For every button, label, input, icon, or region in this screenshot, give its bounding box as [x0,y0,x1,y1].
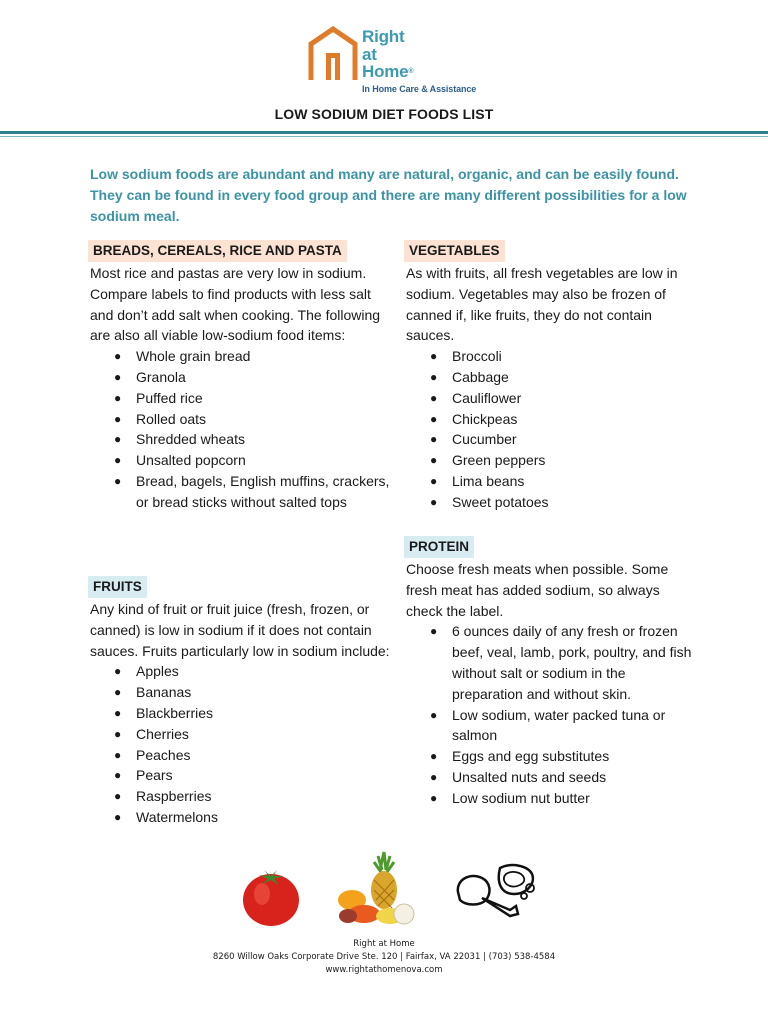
section-body-fruits: Any kind of fruit or fruit juice (fresh, frozen, or canned) is low in sodium if it does not contain sauces. Fruits particularly low in sodium include: [90,601,390,659]
section-heading-fruits: FRUITS [88,576,147,598]
list-item [426,492,696,513]
list-item-text: Lima beans [452,472,525,489]
intro-paragraph: Low sodium foods are abundant and many are natural, organic, and can be easily found. They can be found in every food group and there are many different possibilities for a low sodium meal. [90,166,687,224]
bullet-icon: ● [430,769,438,784]
list-item [110,765,390,786]
bullet-icon: ● [430,707,438,722]
list-item-text: Cabbage [452,368,509,385]
bullet-icon: ● [430,349,438,364]
section-vegetables [406,240,696,513]
list-item-text: Unsalted popcorn [136,452,246,469]
bullet-icon: ● [114,390,122,405]
section-breads [90,240,390,513]
bullet-icon: ● [430,473,438,488]
bullet-icon: ● [114,369,122,384]
list-item-text: Unsalted nuts and seeds [452,768,607,785]
protein-list [426,621,696,808]
list-item-text: Blackberries [136,704,214,721]
list-item [426,429,696,450]
list-item [110,409,390,430]
section-body-vegetables: As with fruits, all fresh vegetables are low in sodium. Vegetables may also be frozen of canned if, like fruits, they do not contain sauces. [406,265,678,344]
list-item-text: Rolled oats [136,410,207,427]
list-item [110,450,390,471]
list-item [110,724,390,745]
list-item-text: Puffed rice [136,389,203,406]
list-item [110,346,390,367]
brand-tagline: In Home Care & Assistance [362,84,477,94]
list-item [110,786,390,807]
list-item [426,450,696,471]
brand-word-3 [362,63,413,80]
list-item-text: Eggs and egg substitutes [452,748,610,765]
list-item-text: Whole grain bread [136,348,251,365]
list-item [426,705,696,747]
footer-company: Right at Home [353,939,415,949]
fruit-basket-icon [334,850,416,928]
bullet-icon: ● [114,411,122,426]
list-item-text: 6 ounces daily of any fresh or frozen beef, veal, lamb, pork, poultry, and fish without salt or sodium in the preparation and without skin. [452,623,692,702]
bullet-icon: ● [114,473,122,488]
list-item [426,388,696,409]
list-item [110,429,390,450]
list-item-text: Cucumber [452,431,517,448]
list-item-text: Low sodium nut butter [452,789,590,806]
list-item [426,367,696,388]
list-item [426,788,696,809]
list-item [426,621,696,704]
bullet-icon: ● [430,369,438,384]
list-item [426,471,696,492]
bullet-icon: ● [114,768,122,783]
bullet-icon: ● [114,349,122,364]
list-item-text: Granola [136,368,186,385]
list-item [426,767,696,788]
list-item-text: Raspberries [136,788,212,805]
bullet-icon: ● [430,453,438,468]
list-item [110,807,390,828]
bullet-icon: ● [114,809,122,824]
page-title: LOW SODIUM DIET FOODS LIST [274,106,494,122]
section-heading-breads: BREADS, CEREALS, RICE AND PASTA [88,240,347,262]
list-item [426,346,696,367]
list-item-text: Pears [136,767,173,784]
list-item [110,703,390,724]
bullet-icon: ● [430,411,438,426]
fruits-list [110,661,390,827]
brand-word-1: Right [362,27,405,46]
house-logo-icon [306,26,360,82]
bullet-icon: ● [114,705,122,720]
brand-word-3-text: Home [362,62,409,81]
meat-icon [452,862,542,920]
list-item-text: Bread, bagels, English muffins, crackers, or bread sticks without salted tops [136,472,390,510]
bullet-icon: ● [114,789,122,804]
list-item-text: Cherries [136,725,189,742]
brand-word-2: at [362,45,377,64]
list-item-text: Sweet potatoes [452,493,549,510]
bullet-icon: ● [430,390,438,405]
section-protein [406,536,696,809]
brand-logo [306,26,477,100]
list-item-text: Shredded wheats [136,431,245,448]
header-rule [0,131,768,134]
list-item-text: Cauliflower [452,389,522,406]
bullet-icon: ● [114,747,122,762]
section-heading-vegetables: VEGETABLES [404,240,505,262]
vegetables-list [426,346,696,512]
list-item [110,388,390,409]
bullet-icon: ● [430,749,438,764]
list-item-text: Broccoli [452,348,502,365]
list-item-text: Green peppers [452,452,546,469]
list-item [110,682,390,703]
bullet-icon: ● [430,624,438,639]
list-item-text: Watermelons [136,808,218,825]
list-item [110,745,390,766]
list-item-text: Chickpeas [452,410,518,427]
list-item [426,409,696,430]
bullet-icon: ● [114,453,122,468]
list-item [110,471,390,513]
registered-mark: ® [408,68,414,75]
footer-website[interactable]: www.rightathomenova.com [325,965,443,975]
list-item [426,746,696,767]
bullet-icon: ● [430,790,438,805]
header-rule-thin [0,136,768,137]
list-item [110,661,390,682]
list-item-text: Low sodium, water packed tuna or salmon [452,706,666,744]
section-heading-protein: PROTEIN [404,536,474,558]
footer-address: 8260 Willow Oaks Corporate Drive Ste. 120 | Fairfax, VA 22031 | (703) 538-4584 [212,952,556,962]
list-item [110,367,390,388]
bullet-icon: ● [114,685,122,700]
footer [0,938,768,977]
list-item-text: Apples [136,663,179,680]
tomato-icon [240,866,302,928]
breads-list [110,346,390,512]
section-fruits [90,576,390,828]
bullet-icon: ● [430,494,438,509]
section-body-protein: Choose fresh meats when possible. Some fresh meat has added sodium, so always check the label. [406,561,669,619]
bullet-icon: ● [114,726,122,741]
section-body-breads: Most rice and pastas are very low in sodium. Compare labels to find products with less salt and don’t add salt when cooking. The following are also all viable low-sodium food items: [90,265,381,344]
bullet-icon: ● [430,432,438,447]
list-item-text: Peaches [136,746,191,763]
bullet-icon: ● [114,664,122,679]
list-item-text: Bananas [136,684,192,701]
bullet-icon: ● [114,432,122,447]
